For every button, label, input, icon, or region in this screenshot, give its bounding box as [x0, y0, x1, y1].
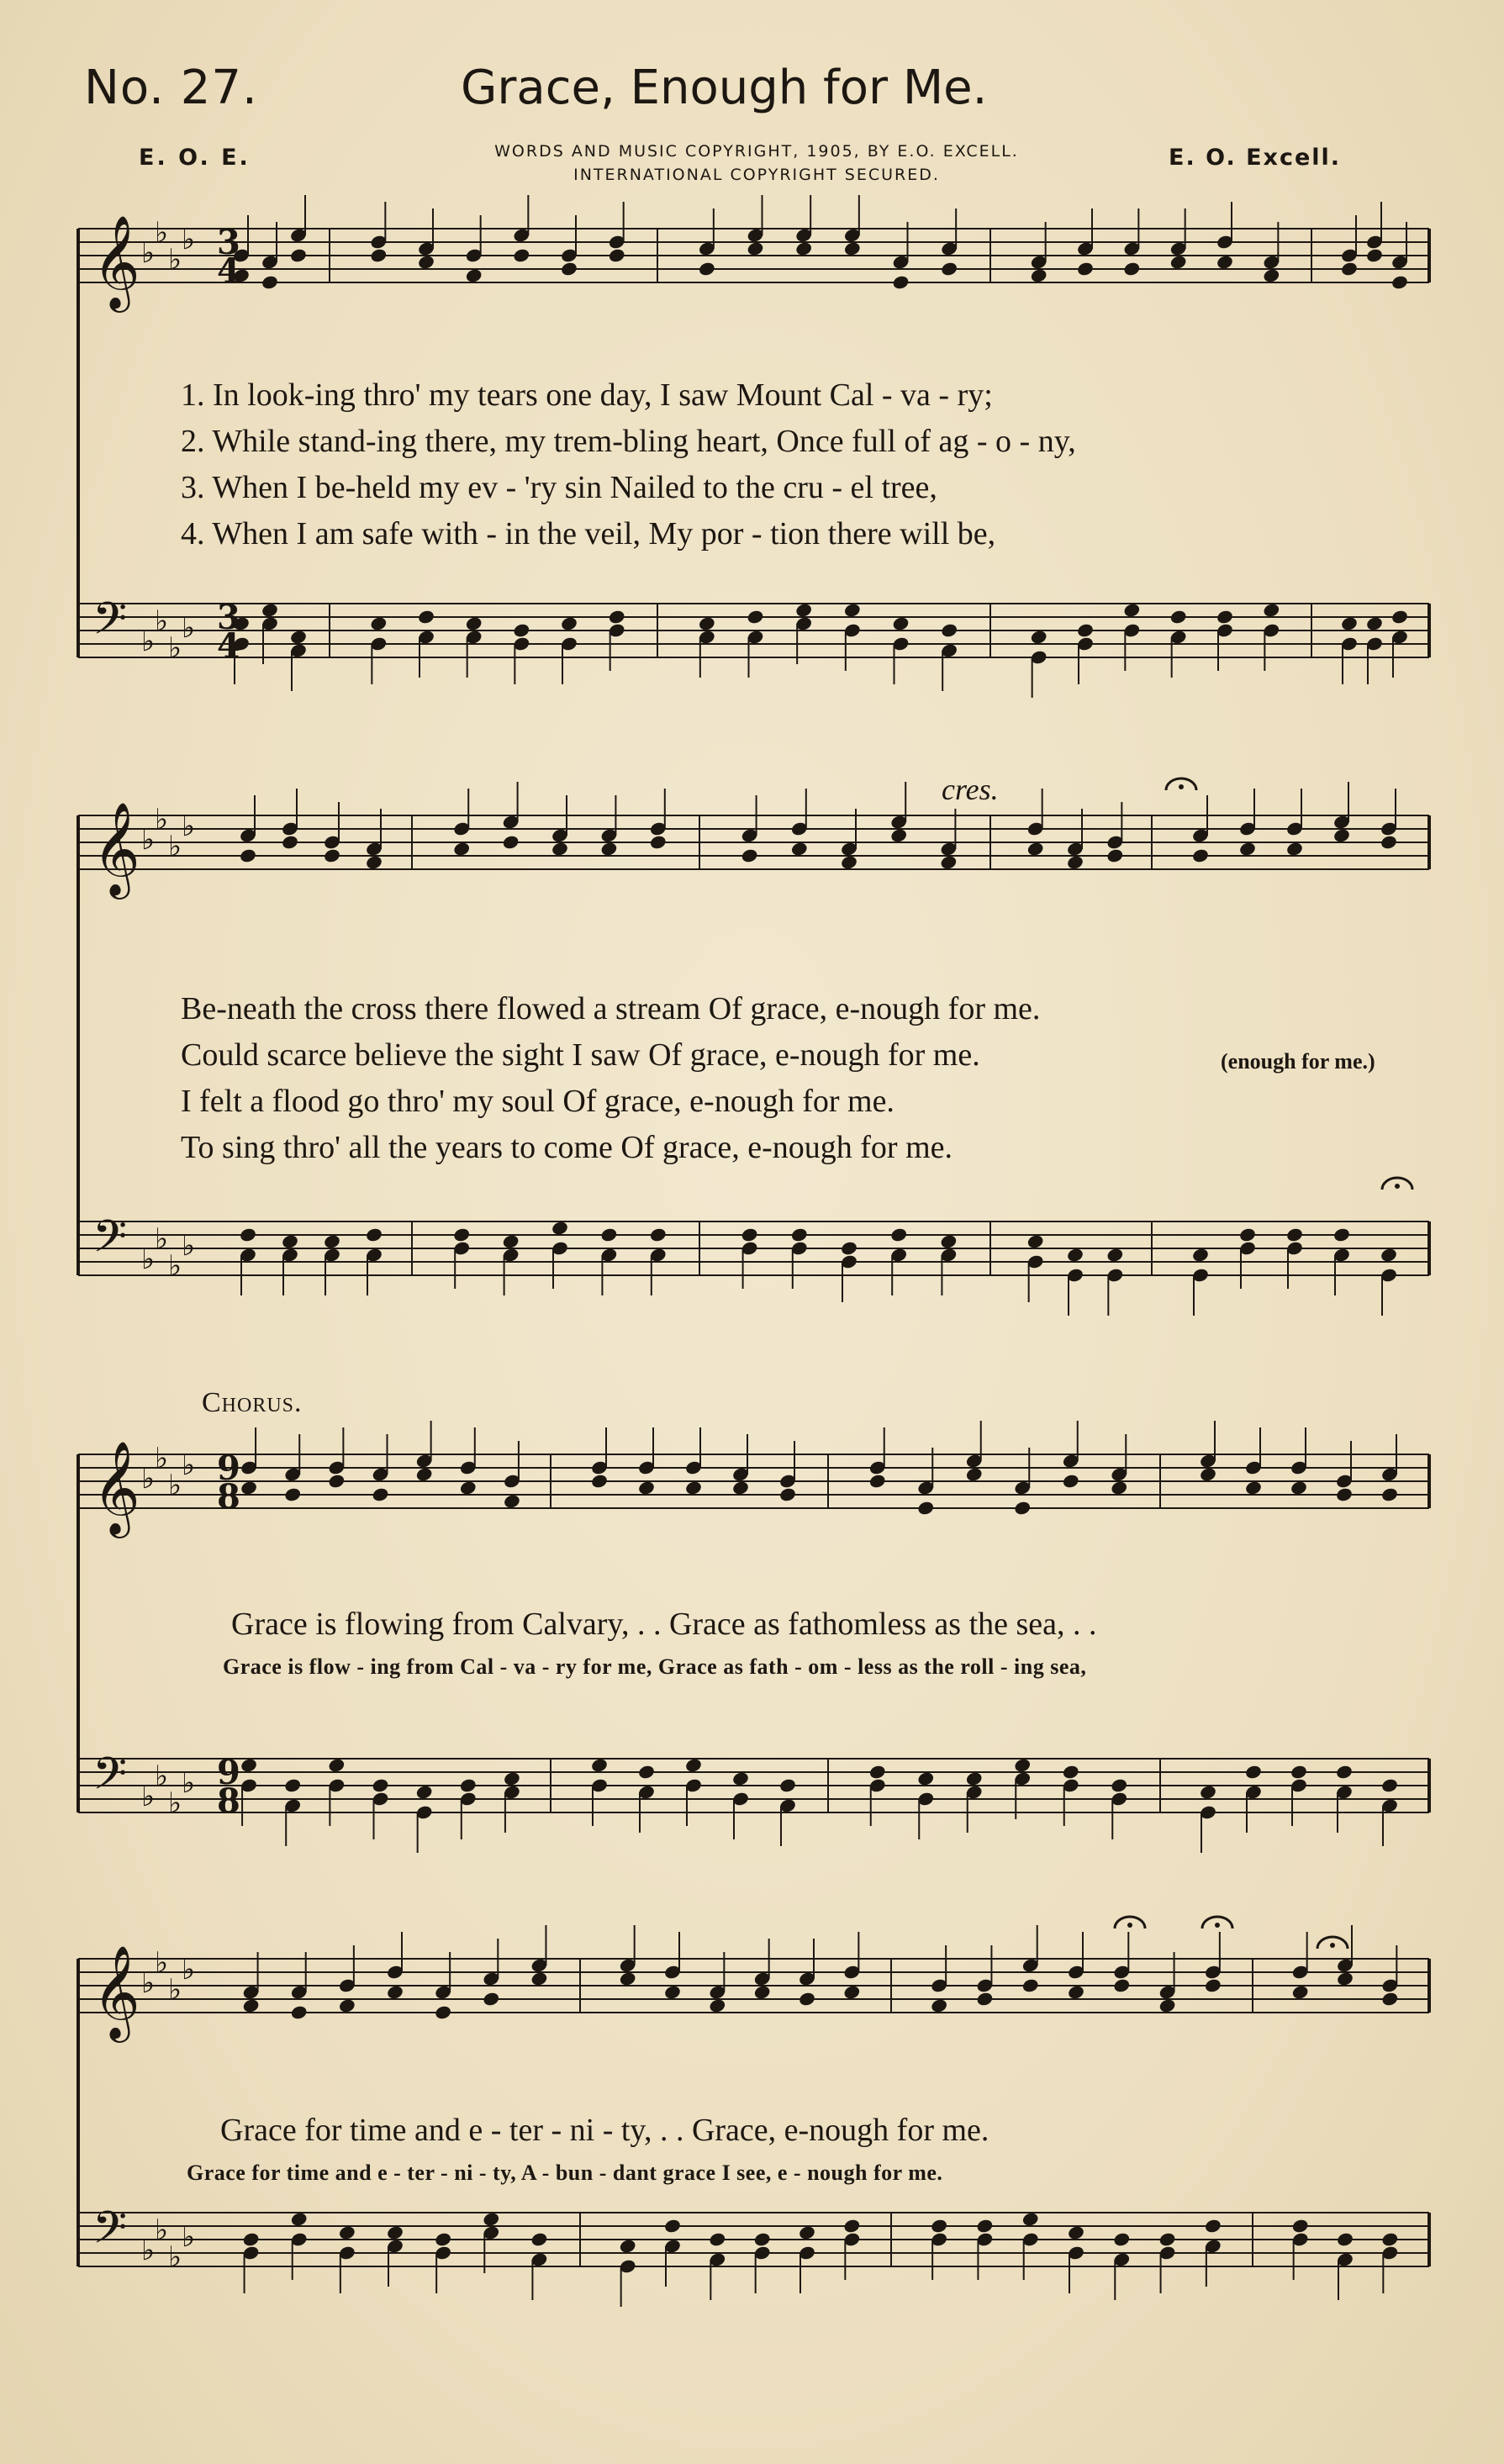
- note-head: [1335, 1486, 1354, 1502]
- note-head: [283, 1777, 302, 1793]
- flat-sign-icon: ♭: [168, 631, 182, 665]
- flat-sign-icon: ♭: [141, 236, 156, 270]
- flat-sign-icon: ♭: [168, 1973, 182, 2007]
- note-head: [1076, 622, 1095, 638]
- chorus-line-1-echo: Grace is flow - ing from Cal - va - ry for me, Grace as fath - om - less as the roll - ing sea,: [223, 1654, 1087, 1679]
- note-head: [452, 1227, 471, 1243]
- flat-sign-icon: ♭: [168, 1249, 182, 1283]
- flat-sign-icon: ♭: [182, 1953, 196, 1987]
- flat-sign-icon: ♭: [182, 810, 196, 843]
- verse-2-line-1: 2. While stand-ing there, my trem-bling heart, Once full of ag - o - ny,: [181, 424, 1076, 459]
- words-author: E. O. E.: [139, 145, 251, 171]
- note-head: [502, 1233, 520, 1249]
- note-head: [503, 1770, 521, 1786]
- note-head: [1112, 1977, 1131, 1993]
- note-head: [590, 1757, 609, 1773]
- note-head: [940, 1233, 958, 1249]
- note-head: [1380, 1777, 1399, 1793]
- note-head: [1365, 615, 1384, 631]
- note-head: [790, 841, 809, 857]
- note-head: [747, 240, 765, 256]
- note-head: [747, 609, 765, 625]
- note-head: [916, 1500, 935, 1516]
- note-head: [976, 1991, 995, 2007]
- note-head: [242, 2231, 261, 2247]
- note-head: [930, 2218, 948, 2234]
- note-head: [386, 2224, 404, 2240]
- note-head: [240, 1480, 258, 1496]
- note-head: [794, 602, 813, 618]
- time-signature-top: 3: [217, 598, 240, 637]
- note-head: [649, 834, 668, 850]
- chorus-line-2-echo: Grace for time and e - ter - ni - ty, A - bun - dant grace I see, e - nough for me.: [187, 2161, 943, 2185]
- note-head: [684, 1480, 703, 1496]
- note-head: [753, 2231, 772, 2247]
- note-head: [965, 1770, 984, 1786]
- note-head: [637, 1480, 656, 1496]
- note-head: [465, 615, 483, 631]
- note-head: [281, 1233, 299, 1249]
- note-head: [1013, 1757, 1032, 1773]
- note-head: [482, 2211, 500, 2227]
- note-head: [1365, 247, 1384, 263]
- note-head: [1106, 847, 1124, 863]
- note-head: [698, 261, 716, 277]
- note-head: [930, 1997, 948, 2013]
- note-head: [502, 834, 520, 850]
- flat-sign-icon: ♭: [182, 223, 196, 256]
- note-head: [290, 2004, 309, 2020]
- note-head: [840, 1240, 858, 1256]
- time-signature-top: 3: [217, 223, 240, 262]
- note-head: [459, 1777, 478, 1793]
- note-head: [1199, 1784, 1217, 1800]
- note-head: [242, 1997, 261, 2013]
- note-head: [1062, 1764, 1080, 1780]
- note-head: [1244, 1764, 1263, 1780]
- note-head: [1021, 2211, 1040, 2227]
- time-signature-top: 9: [217, 1448, 240, 1488]
- note-head: [794, 240, 813, 256]
- note-head: [338, 1997, 356, 2013]
- note-head: [1380, 834, 1398, 850]
- note-head: [239, 847, 257, 863]
- note-head: [1238, 1227, 1257, 1243]
- note-head: [649, 1227, 668, 1243]
- note-head: [434, 2231, 452, 2247]
- flat-sign-icon: ♭: [155, 1222, 169, 1256]
- note-head: [1067, 2224, 1085, 2240]
- note-head: [892, 615, 910, 631]
- note-head: [798, 1991, 816, 2007]
- flat-sign-icon: ♭: [141, 1966, 156, 2000]
- flat-sign-icon: ♭: [155, 1760, 169, 1793]
- note-head: [889, 1227, 908, 1243]
- flat-sign-icon: ♭: [155, 604, 169, 638]
- note-head: [482, 1991, 500, 2007]
- verse-2-aside: (enough for me.): [1221, 1049, 1375, 1074]
- note-head: [892, 274, 910, 290]
- flat-sign-icon: ♭: [182, 1766, 196, 1800]
- note-head: [940, 261, 958, 277]
- note-head: [1336, 1971, 1354, 1987]
- note-head: [369, 615, 388, 631]
- note-head: [590, 1473, 609, 1489]
- note-head: [940, 854, 958, 870]
- note-head: [417, 609, 435, 625]
- treble-clef-icon: 𝄞: [92, 214, 140, 309]
- note-head: [619, 1971, 637, 1987]
- flat-sign-icon: ♭: [155, 1946, 169, 1980]
- hymn-number: No. 27.: [84, 61, 258, 115]
- note-head: [551, 1220, 569, 1236]
- note-head: [1290, 1480, 1308, 1496]
- note-head: [465, 267, 483, 283]
- note-head: [1285, 1227, 1304, 1243]
- note-head: [1380, 2231, 1399, 2247]
- note-head: [560, 261, 578, 277]
- note-head: [916, 1770, 935, 1786]
- note-head: [1169, 609, 1188, 625]
- verse-1-line-1: 1. In look-ing thro' my tears one day, I saw Mount Cal - va - ry;: [181, 377, 993, 413]
- note-head: [1216, 609, 1234, 625]
- note-head: [239, 1227, 257, 1243]
- flat-sign-icon: ♭: [155, 1442, 169, 1475]
- note-head: [1076, 261, 1095, 277]
- note-head: [512, 622, 530, 638]
- note-head: [1332, 1227, 1351, 1243]
- note-head: [1238, 841, 1257, 857]
- note-head: [843, 240, 862, 256]
- note-head: [1291, 1984, 1310, 2000]
- note-head: [1158, 1997, 1177, 2013]
- note-head: [434, 2004, 452, 2020]
- note-head: [843, 602, 862, 618]
- verse-4-line-1: 4. When I am safe with - in the veil, My por - tion there will be,: [181, 516, 996, 551]
- fermata-dot: [1179, 784, 1184, 789]
- bass-clef-icon: 𝄢: [92, 594, 128, 656]
- note-head: [868, 1764, 887, 1780]
- flat-sign-icon: ♭: [141, 2234, 156, 2267]
- note-head: [323, 847, 341, 863]
- time-signature-top: 9: [217, 1753, 240, 1792]
- note-head: [778, 1486, 797, 1502]
- treble-clef-icon: 𝄞: [92, 1944, 140, 2039]
- flat-sign-icon: ♭: [168, 1469, 182, 1502]
- note-head: [1244, 1480, 1263, 1496]
- flat-sign-icon: ♭: [141, 1780, 156, 1813]
- note-head: [1026, 841, 1045, 857]
- note-head: [663, 1984, 682, 2000]
- note-head: [459, 1480, 478, 1496]
- note-head: [386, 1984, 404, 2000]
- chorus-line-1-main: Grace is flowing from Calvary, . . Grace as fathomless as the sea, . .: [231, 1607, 1097, 1642]
- note-head: [281, 834, 299, 850]
- note-head: [608, 247, 626, 263]
- verse-3-line-2: I felt a flood go thro' my soul Of grace, e-nough for me.: [181, 1084, 894, 1119]
- fermata-dot: [1215, 1923, 1220, 1928]
- note-head: [452, 841, 471, 857]
- flat-sign-icon: ♭: [155, 216, 169, 250]
- note-head: [1380, 1486, 1399, 1502]
- note-head: [1262, 602, 1280, 618]
- note-head: [741, 1227, 759, 1243]
- treble-clef-icon: 𝄞: [92, 1440, 140, 1534]
- verse-3-line-1: 3. When I be-held my ev - 'ry sin Nailed to the cru - el tree,: [181, 470, 937, 505]
- note-head: [1013, 1500, 1032, 1516]
- note-head: [1112, 2231, 1131, 2247]
- note-head: [1158, 2231, 1177, 2247]
- note-head: [1216, 254, 1234, 270]
- note-head: [1122, 602, 1141, 618]
- note-head: [741, 847, 759, 863]
- note-head: [708, 1997, 726, 2013]
- note-head: [1285, 841, 1304, 857]
- note-head: [560, 615, 578, 631]
- note-head: [1030, 629, 1048, 645]
- bass-clef-icon: 𝄢: [92, 2203, 128, 2265]
- note-head: [798, 2224, 816, 2240]
- note-head: [415, 1466, 434, 1482]
- flat-sign-icon: ♭: [182, 1448, 196, 1482]
- copyright-line-1: WORDS AND MUSIC COPYRIGHT, 1905, BY E.O. EXCELL.: [494, 142, 1019, 161]
- note-head: [842, 2218, 861, 2234]
- note-head: [1262, 267, 1280, 283]
- flat-sign-icon: ♭: [182, 1229, 196, 1263]
- note-head: [530, 2231, 549, 2247]
- copyright-line-2: INTERNATIONAL COPYRIGHT SECURED.: [573, 166, 940, 184]
- note-head: [1335, 1764, 1354, 1780]
- note-head: [1391, 609, 1409, 625]
- chorus-label: Chorus.: [202, 1387, 303, 1418]
- flat-sign-icon: ♭: [168, 1786, 182, 1820]
- flat-sign-icon: ♭: [182, 611, 196, 645]
- hymn-title: Grace, Enough for Me.: [461, 61, 988, 115]
- chorus-line-2-main: Grace for time and e - ter - ni - ty, . . Grace, e-nough for me.: [220, 2113, 989, 2148]
- flat-sign-icon: ♭: [182, 2220, 196, 2254]
- flat-sign-icon: ♭: [168, 2240, 182, 2274]
- note-head: [415, 1784, 434, 1800]
- note-head: [1340, 261, 1359, 277]
- music-author: E. O. Excell.: [1169, 145, 1342, 171]
- note-head: [1122, 261, 1141, 277]
- note-head: [1191, 847, 1210, 863]
- flat-sign-icon: ♭: [168, 243, 182, 277]
- note-head: [731, 1480, 750, 1496]
- flat-sign-icon: ♭: [141, 1243, 156, 1276]
- note-head: [637, 1764, 656, 1780]
- fermata-dot: [1127, 1923, 1132, 1928]
- note-head: [1391, 274, 1409, 290]
- note-head: [1290, 1764, 1308, 1780]
- note-head: [600, 841, 619, 857]
- note-head: [240, 1757, 258, 1773]
- flat-sign-icon: ♭: [141, 1462, 156, 1496]
- note-head: [323, 1233, 341, 1249]
- flat-sign-icon: ♭: [141, 823, 156, 857]
- time-signature-bottom: 4: [217, 626, 240, 666]
- bass-clef-icon: 𝄢: [92, 1749, 128, 1811]
- crescendo-mark: cres.: [942, 773, 999, 806]
- note-head: [1169, 254, 1188, 270]
- note-head: [698, 615, 716, 631]
- note-head: [365, 854, 383, 870]
- note-head: [1336, 2231, 1354, 2247]
- note-head: [365, 1227, 383, 1243]
- note-head: [1030, 267, 1048, 283]
- note-head: [1110, 1480, 1128, 1496]
- note-head: [289, 247, 308, 263]
- note-head: [1380, 1991, 1399, 2007]
- note-head: [289, 629, 308, 645]
- treble-clef-icon: 𝄞: [92, 801, 140, 895]
- note-head: [417, 254, 435, 270]
- flat-sign-icon: ♭: [168, 830, 182, 863]
- fermata-dot: [1330, 1943, 1335, 1948]
- note-head: [328, 1473, 346, 1489]
- note-head: [889, 827, 908, 843]
- note-head: [1204, 1977, 1222, 1993]
- note-head: [1199, 1466, 1217, 1482]
- flat-sign-icon: ♭: [155, 2213, 169, 2247]
- time-signature-bottom: 8: [217, 1781, 240, 1821]
- note-head: [940, 622, 958, 638]
- note-head: [842, 1984, 861, 2000]
- verse-2-line-2: Could scarce believe the sight I saw Of grace, e-nough for me.: [181, 1037, 980, 1073]
- note-head: [1332, 827, 1351, 843]
- note-head: [1191, 1247, 1210, 1263]
- note-head: [503, 1493, 521, 1509]
- note-head: [1340, 615, 1359, 631]
- bass-clef-icon: 𝄢: [92, 1211, 128, 1274]
- note-head: [778, 1777, 797, 1793]
- note-head: [372, 1486, 390, 1502]
- note-head: [731, 1770, 750, 1786]
- note-head: [283, 1486, 302, 1502]
- note-head: [684, 1757, 703, 1773]
- note-head: [512, 247, 530, 263]
- note-head: [708, 2231, 726, 2247]
- note-head: [328, 1757, 346, 1773]
- note-head: [790, 1227, 809, 1243]
- note-head: [1380, 1247, 1398, 1263]
- verse-4-line-2: To sing thro' all the years to come Of grace, e-nough for me.: [181, 1130, 953, 1165]
- note-head: [290, 2211, 309, 2227]
- time-signature-bottom: 8: [217, 1477, 240, 1517]
- flat-sign-icon: ♭: [155, 803, 169, 836]
- note-head: [1204, 2218, 1222, 2234]
- note-head: [608, 609, 626, 625]
- note-head: [965, 1466, 984, 1482]
- flat-sign-icon: ♭: [141, 625, 156, 658]
- note-head: [369, 247, 388, 263]
- note-head: [1026, 1233, 1045, 1249]
- note-head: [1067, 1984, 1085, 2000]
- note-head: [976, 2218, 995, 2234]
- note-head: [551, 841, 569, 857]
- note-head: [753, 1984, 772, 2000]
- note-head: [1062, 1473, 1080, 1489]
- note-head: [338, 2224, 356, 2240]
- fermata-dot: [1395, 1184, 1400, 1189]
- note-head: [868, 1473, 887, 1489]
- note-head: [619, 2238, 637, 2254]
- note-head: [1110, 1777, 1128, 1793]
- note-head: [1066, 1247, 1084, 1263]
- note-head: [1291, 2218, 1310, 2234]
- note-head: [1021, 1977, 1040, 1993]
- note-head: [530, 1971, 549, 1987]
- note-head: [372, 1777, 390, 1793]
- verse-1-line-2: Be-neath the cross there flowed a stream Of grace, e-nough for me.: [181, 991, 1041, 1026]
- time-signature-bottom: 4: [217, 251, 240, 291]
- note-head: [1066, 854, 1084, 870]
- note-head: [1106, 1247, 1124, 1263]
- note-head: [261, 274, 279, 290]
- note-head: [840, 854, 858, 870]
- note-head: [663, 2218, 682, 2234]
- note-head: [261, 602, 279, 618]
- note-head: [600, 1227, 619, 1243]
